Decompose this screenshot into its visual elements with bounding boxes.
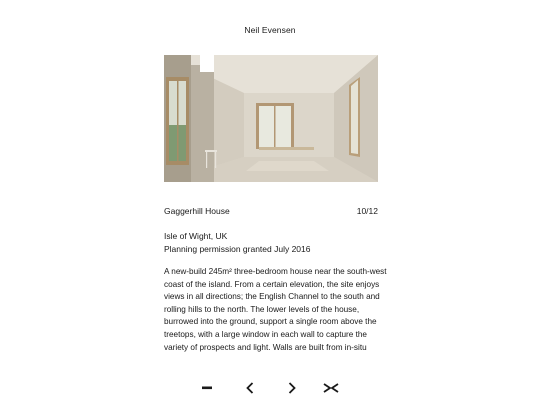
previous-button[interactable] bbox=[240, 378, 260, 398]
description-line: treetops, with a large window in each wall to capture the bbox=[164, 329, 367, 339]
close-button[interactable] bbox=[321, 378, 341, 398]
description-line: variety of prospects and light. Walls are built from in-situ bbox=[164, 342, 367, 352]
description-line: A new-build 245m² three-bedroom house near the south-west bbox=[164, 267, 387, 276]
site-title[interactable]: Neil Evensen bbox=[244, 25, 296, 35]
gallery-nav bbox=[0, 378, 540, 398]
project-status: Planning permission granted July 2016 bbox=[164, 243, 311, 254]
project-photo bbox=[164, 55, 378, 182]
chevron-right-icon bbox=[282, 378, 302, 398]
description-line: coast of the island. From a certain elevation, the site enjoys bbox=[164, 279, 380, 289]
project-description bbox=[164, 266, 387, 354]
minus-icon bbox=[197, 378, 217, 398]
description-line: rolling hills to the north. The lower levels of the house, bbox=[164, 304, 360, 314]
chevron-left-icon bbox=[240, 378, 260, 398]
image-counter: 10/12 bbox=[356, 206, 378, 216]
next-button[interactable] bbox=[282, 378, 302, 398]
description-line: views in all directions; the English Channel to the south and bbox=[164, 292, 380, 302]
collapse-icon bbox=[321, 378, 341, 398]
description-line: burrowed into the ground, support a single room above the bbox=[164, 317, 377, 327]
project-meta bbox=[164, 230, 378, 255]
minimize-button[interactable] bbox=[197, 378, 217, 398]
project-location: Isle of Wight, UK bbox=[164, 231, 228, 241]
project-name: Gaggerhill House bbox=[164, 206, 230, 216]
